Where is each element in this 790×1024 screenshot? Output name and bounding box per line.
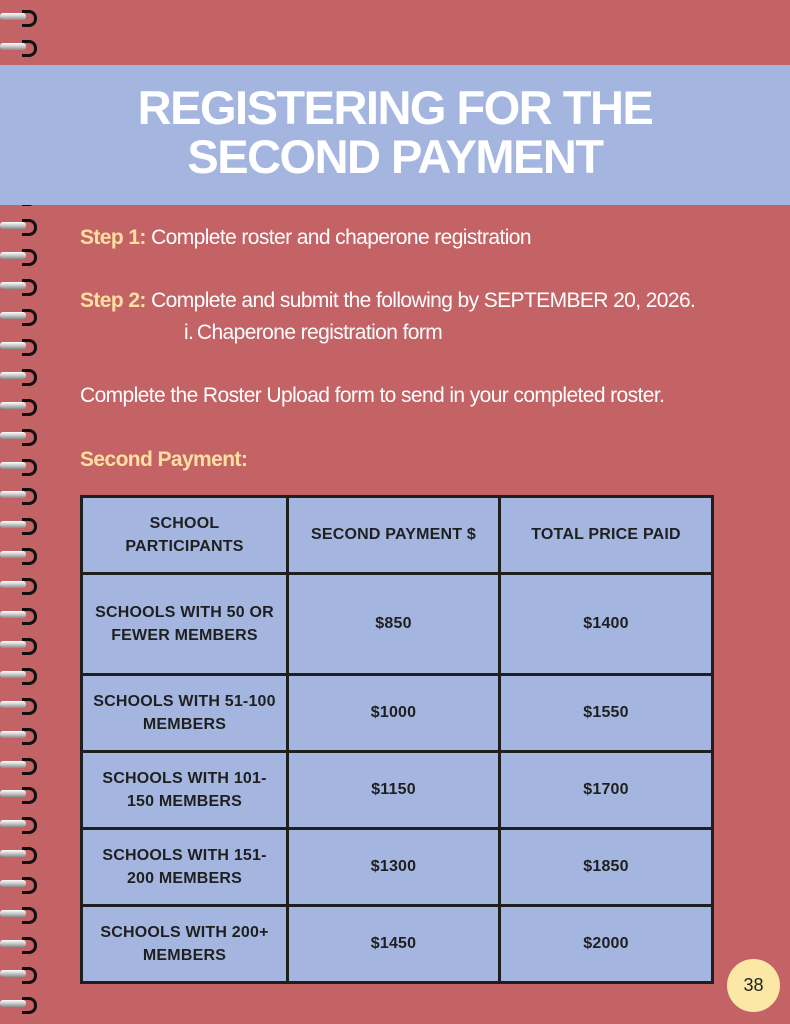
row-second-payment: $1150 <box>288 752 500 829</box>
row-second-payment: $850 <box>288 574 500 675</box>
row-school-size: SCHOOLS WITH 101-150 MEMBERS <box>82 752 288 829</box>
binding-ring <box>0 937 40 951</box>
row-total-price: $1850 <box>500 829 713 906</box>
table-row <box>82 906 713 983</box>
step-2-subitem: i. Chaperone registration form <box>184 321 443 344</box>
table-header-row <box>82 497 713 574</box>
binding-ring <box>0 488 40 502</box>
page-title-line2: SECOND PAYMENT <box>187 130 603 183</box>
table-row <box>82 752 713 829</box>
binding-ring <box>0 907 40 921</box>
row-school-size: SCHOOLS WITH 51-100 MEMBERS <box>82 675 288 752</box>
roster-note: Complete the Roster Upload form to send in your completed roster. <box>80 384 665 407</box>
binding-ring <box>0 877 40 891</box>
step-1-text: Complete roster and chaperone registration <box>151 226 531 249</box>
binding-ring <box>0 10 40 24</box>
step-2-text: Complete and submit the following by SEPTEMBER 20, 2026. <box>151 289 696 312</box>
row-school-size: SCHOOLS WITH 200+ MEMBERS <box>82 906 288 983</box>
row-second-payment: $1000 <box>288 675 500 752</box>
binding-ring <box>0 518 40 532</box>
header-school-participants: SCHOOL PARTICIPANTS <box>82 497 288 574</box>
row-second-payment: $1300 <box>288 829 500 906</box>
binding-ring <box>0 817 40 831</box>
binding-ring <box>0 339 40 353</box>
binding-ring <box>0 219 40 233</box>
binding-ring <box>0 279 40 293</box>
binding-ring <box>0 638 40 652</box>
binding-ring <box>0 997 40 1011</box>
step-2 <box>80 289 695 313</box>
binding-ring <box>0 608 40 622</box>
binding-ring <box>0 787 40 801</box>
row-school-size: SCHOOLS WITH 151-200 MEMBERS <box>82 829 288 906</box>
row-second-payment: $1450 <box>288 906 500 983</box>
table-row <box>82 675 713 752</box>
binding-ring <box>0 40 40 54</box>
page-title-line1: REGISTERING FOR THE <box>137 81 653 134</box>
row-total-price: $1700 <box>500 752 713 829</box>
binding-ring <box>0 548 40 562</box>
binding-ring <box>0 847 40 861</box>
header-total-price-paid: TOTAL PRICE PAID <box>500 497 713 574</box>
second-payment-label: Second Payment: <box>80 448 248 471</box>
table-row <box>82 574 713 675</box>
binding-ring <box>0 399 40 413</box>
row-total-price: $2000 <box>500 906 713 983</box>
binding-ring <box>0 429 40 443</box>
step-1-label: Step 1: <box>80 226 146 249</box>
step-1 <box>80 226 531 250</box>
binding-ring <box>0 459 40 473</box>
binding-ring <box>0 249 40 263</box>
binding-ring <box>0 369 40 383</box>
header-second-payment: SECOND PAYMENT $ <box>288 497 500 574</box>
binding-ring <box>0 967 40 981</box>
binding-ring <box>0 698 40 712</box>
payment-table <box>80 495 714 984</box>
binding-ring <box>0 758 40 772</box>
row-school-size: SCHOOLS WITH 50 OR FEWER MEMBERS <box>82 574 288 675</box>
row-total-price: $1400 <box>500 574 713 675</box>
page-number: 38 <box>727 959 780 1012</box>
step-2-label: Step 2: <box>80 289 146 312</box>
binding-ring <box>0 309 40 323</box>
binding-ring <box>0 728 40 742</box>
table-row <box>82 829 713 906</box>
page-title <box>0 83 790 181</box>
binding-ring <box>0 578 40 592</box>
row-total-price: $1550 <box>500 675 713 752</box>
binding-ring <box>0 668 40 682</box>
